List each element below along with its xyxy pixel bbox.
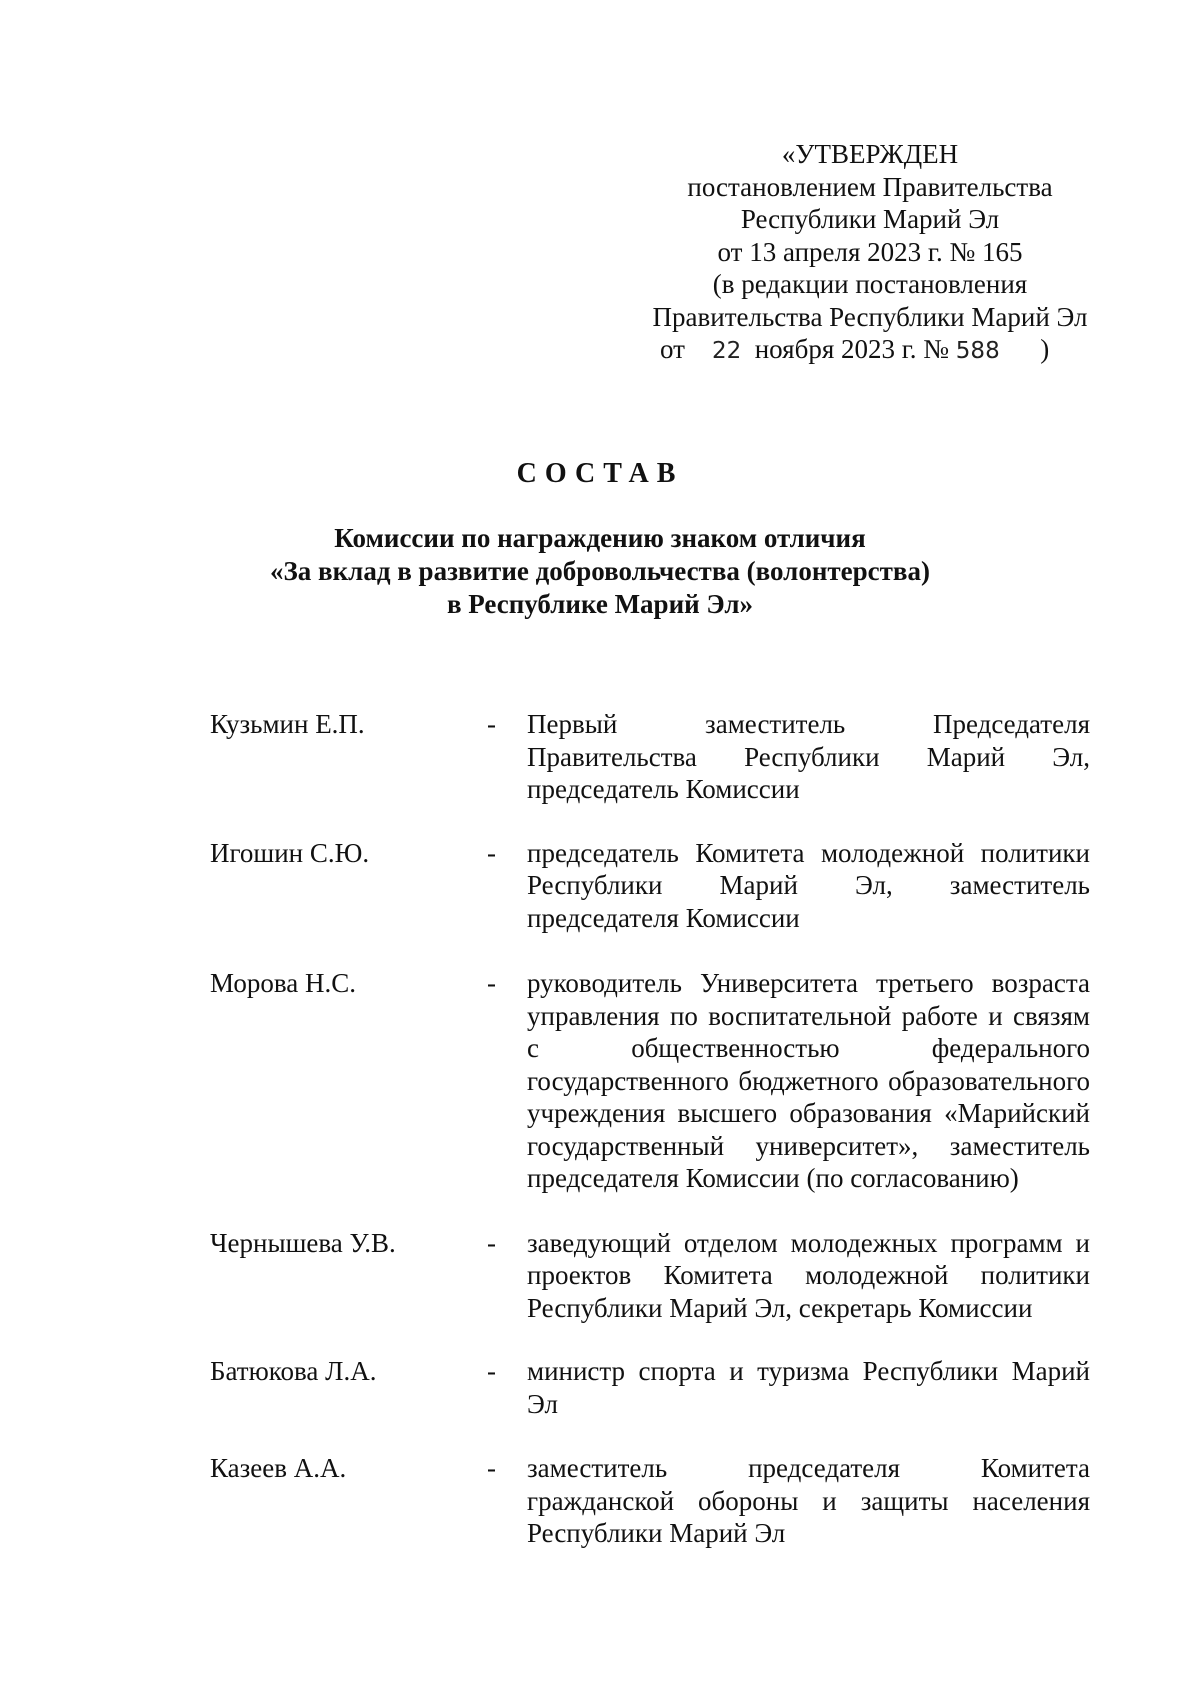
document-heading: СОСТАВ (516, 458, 684, 489)
member-dash: - (487, 1227, 496, 1258)
member-dash: - (487, 837, 496, 868)
member-row (210, 837, 1090, 935)
member-name: Кузьмин Е.П. (210, 709, 365, 739)
amendment-prefix: от (660, 334, 685, 364)
member-name: Чернышева У.В. (210, 1227, 396, 1258)
document-subheading (0, 522, 1200, 621)
subheading-line: «За вклад в развитие добровольчества (волонтерства) (270, 556, 930, 586)
member-name: Казеев А.А. (210, 1453, 347, 1483)
amendment-date-line (620, 333, 1120, 368)
member-dash: - (487, 1356, 496, 1386)
amendment-number: 588 (955, 338, 1000, 364)
approval-line: Республики Марий Эл (740, 204, 1000, 234)
member-role: заведующий отделом молодежных программ и проектов Комитета молодежной политики Республики Марий Эл, секретарь Комиссии (527, 1227, 1090, 1323)
members-list (210, 708, 1090, 1550)
amendment-day: 22 (711, 338, 742, 364)
member-row (210, 967, 1090, 1195)
member-row (210, 1452, 1090, 1550)
member-name: Игошин С.Ю. (210, 837, 370, 868)
approval-line: Правительства Республики Марий Эл (652, 301, 1088, 332)
member-dash: - (487, 709, 496, 739)
approval-line: постановлением Правительства (687, 171, 1053, 202)
amendment-suffix: ) (1040, 334, 1050, 364)
approval-title: «УТВЕРЖДЕН (781, 139, 959, 169)
member-role: министр спорта и туризма Республики Марий Эл (527, 1356, 1090, 1419)
member-role: председатель Комитета молодежной политики Республики Марий Эл, заместитель председателя Комиссии (527, 837, 1090, 933)
amendment-month: ноября 2023 г. № (754, 334, 950, 364)
member-role: заместитель председателя Комитета гражданской обороны и защиты населения Республики Марий Эл (527, 1453, 1090, 1548)
member-role: руководитель Университета третьего возраста управления по воспитательной работе и связям с общественностью федерального государственного бюджетного образовательного учреждения высшего образования «Марийский государственный университет», заместитель председателя Комиссии (по согласованию) (527, 968, 1090, 1193)
approval-line: (в редакции постановления (712, 269, 1028, 299)
member-name: Морова Н.С. (210, 968, 356, 998)
member-name: Батюкова Л.А. (210, 1356, 377, 1386)
member-dash: - (487, 968, 496, 998)
member-row (210, 1355, 1090, 1420)
member-dash: - (487, 1453, 496, 1483)
member-row (210, 708, 1090, 806)
member-row (210, 1227, 1090, 1325)
subheading-line: в Республике Марий Эл» (446, 589, 754, 619)
approval-block (620, 138, 1120, 368)
subheading-line: Комиссии по награждению знаком отличия (334, 523, 866, 553)
approval-date-line: от 13 апреля 2023 г. № 165 (717, 236, 1023, 267)
member-role: Первый заместитель Председателя Правительства Республики Марий Эл, председатель Комиссии (527, 709, 1090, 804)
